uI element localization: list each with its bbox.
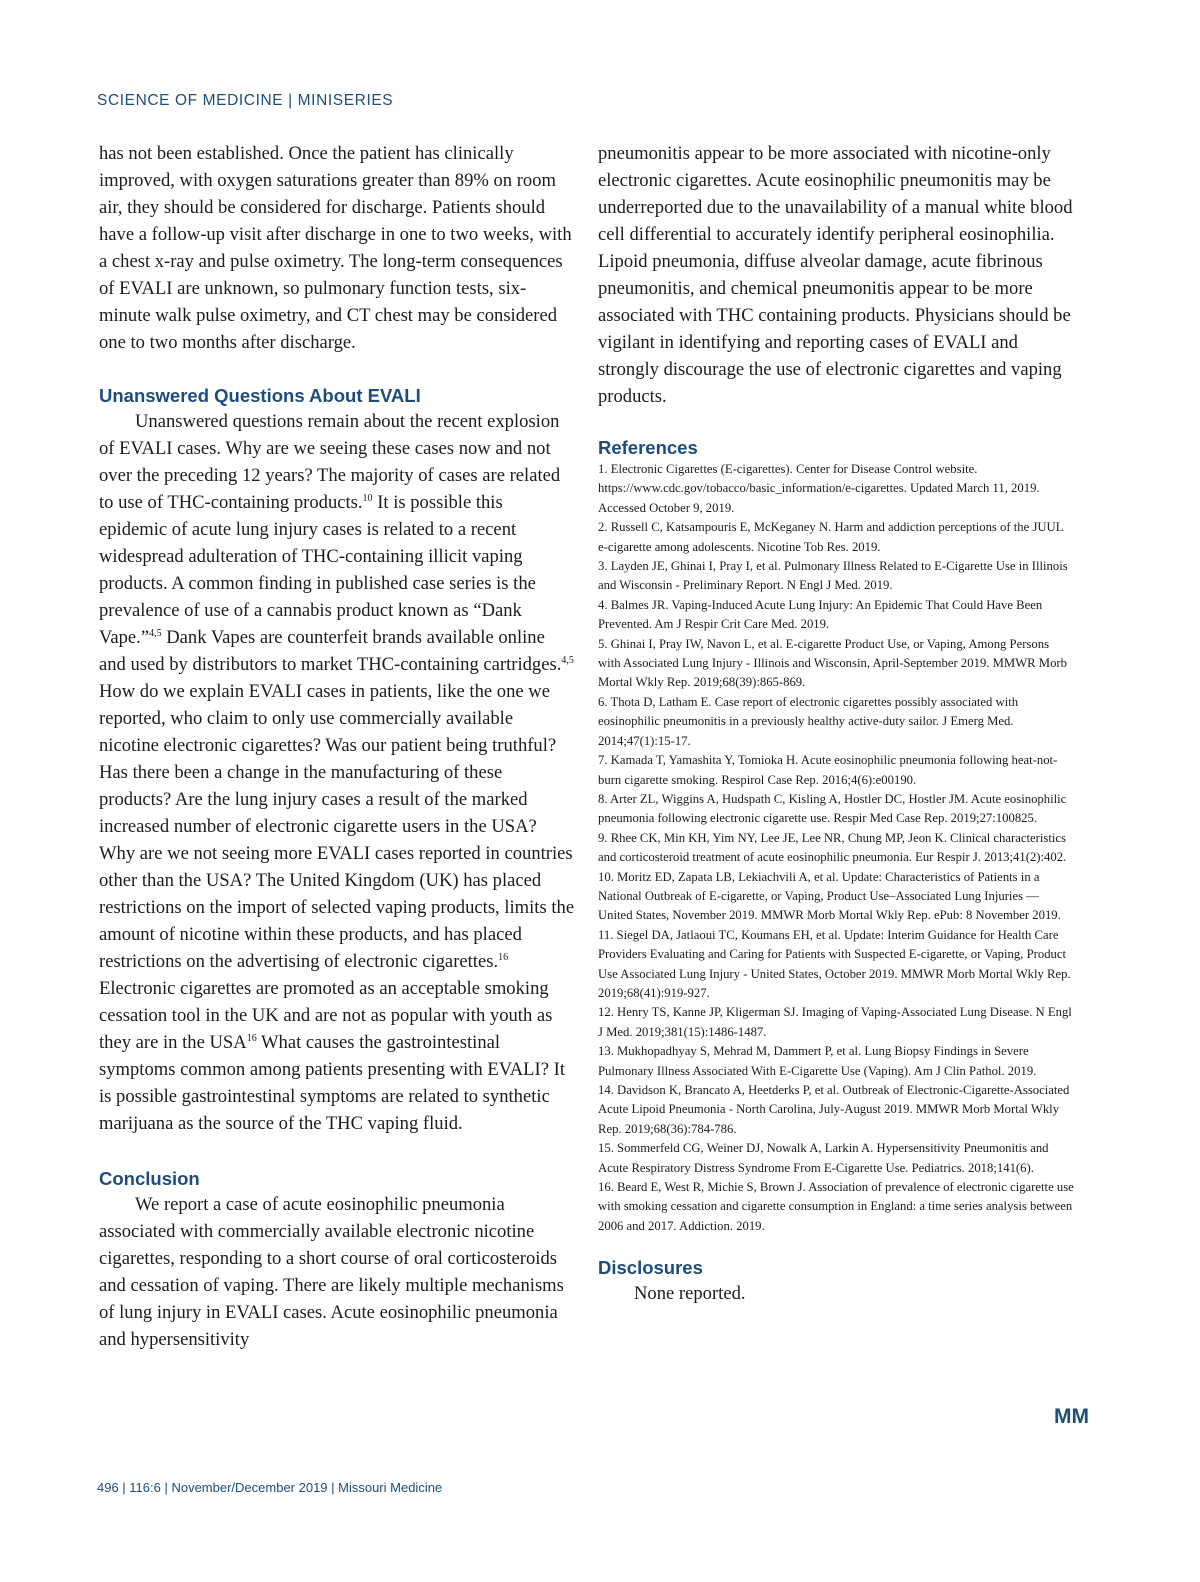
unanswered-questions-heading: Unanswered Questions About EVALI [99,385,421,406]
references-list [598,460,1074,1236]
uq-text-6: What causes the gastrointestinal symptoms common among patients presenting with EVALI? It is possible gastrointestinal symptoms are related to synthetic marijuana as the source of the THC vaping fluid. [99,1032,565,1134]
citation-superscript: 4,5 [149,628,162,639]
reference-item: 14. Davidson K, Brancato A, Heetderks P, et al. Outbreak of Electronic-Cigarette-Associated Acute Lipoid Pneumonia - North Carolina, July-August 2019. MMWR Morb Mortal Wkly Rep. 2019;68(36):784-786. [598,1083,1070,1136]
disclosures-text: None reported. [634,1283,746,1305]
reference-item: 12. Henry TS, Kanne JP, Kligerman SJ. Imaging of Vaping-Associated Lung Disease. N Engl J Med. 2019;381(15):1486-1487. [598,1005,1072,1039]
uq-text-5: Electronic cigarettes are promoted as an acceptable smoking cessation tool in the UK and are not as popular with youth as they are in the USA [99,978,553,1053]
citation-superscript: 10 [362,493,373,504]
reference-item: 4. Balmes JR. Vaping-Induced Acute Lung Injury: An Epidemic That Could Have Been Prevented. Am J Respir Crit Care Med. 2019. [598,597,1043,632]
reference-item: 1. Electronic Cigarettes (E-cigarettes). Center for Disease Control website. https://www.cdc.gov/tobacco/basic_information/e-cigarettes. Updated March 11, 2019. Accessed October 9, 2019. [598,462,1040,515]
discharge-paragraph: has not been established. Once the patient has clinically improved, with oxygen saturations greater than 89% on room air, they should be considered for discharge. Patients should have a follow-up visit after discharge in one to two weeks, with a chest x-ray and pulse oximetry. The long-term consequences of EVALI are unknown, so pulmonary function tests, six-minute walk pulse oximetry, and CT chest may be considered one to two months after discharge. [99,143,572,353]
reference-item: 10. Moritz ED, Zapata LB, Lekiachvili A, et al. Update: Characteristics of Patients in a National Outbreak of E-cigarette, or Vaping, Product Use–Associated Lung Injuries — United States, November 2019. MMWR Morb Mortal Wkly Rep. ePub: 8 November 2019. [598,869,1061,923]
reference-item: 11. Siegel DA, Jatlaoui TC, Koumans EH, et al. Update: Interim Guidance for Health Care Providers Evaluating and Caring for Patients with Suspected E-cigarette, or Vaping, Product Use Associated Lung Injury - United States, October 2019. MMWR Morb Mortal Wkly Rep. 2019;68(41):919-927. [598,927,1071,1000]
uq-text-2: It is possible this epidemic of acute lung injury cases is related to a recent widespread adulteration of THC-containing illicit vaping products. A common finding in published case series is the prevalence of use of a cannabis product known as “Dank Vape.” [99,492,536,648]
citation-superscript: 16 [498,952,509,963]
citation-superscript: 4,5 [561,655,574,666]
reference-item: 3. Layden JE, Ghinai I, Pray I, et al. Pulmonary Illness Related to E-Cigarette Use in Illinois and Wisconsin - Preliminary Report. N Engl J Med. 2019. [598,559,1068,593]
uq-text-4: How do we explain EVALI cases in patients, like the one we reported, who claim to only use commercially available nicotine electronic cigarettes? Was our patient being truthful? Has there been a change in the manufacturing of these products? Are the lung injury cases a result of the marked increased number of electronic cigarette users in the USA? Why are we not seeing more EVALI cases reported in countries other than the USA? The United Kingdom (UK) has placed restrictions on the import of selected vaping products, limits the amount of nicotine within these products, and has placed restrictions on the advertising of electronic cigarettes. [99,681,575,972]
unanswered-questions-paragraph [99,408,575,1137]
section-header: SCIENCE OF MEDICINE | MINISERIES [97,92,394,109]
disclosures-heading: Disclosures [598,1257,703,1279]
reference-item: 13. Mukhopadhyay S, Mehrad M, Dammert P, et al. Lung Biopsy Findings in Severe Pulmonary Illness Associated With E-Cigarette Use (Vaping). Am J Clin Pathol. 2019. [598,1044,1037,1078]
reference-item: 2. Russell C, Katsampouris E, McKeganey N. Harm and addiction perceptions of the JUUL e-cigarette among adolescents. Nicotine Tob Res. 2019. [598,520,1063,554]
citation-superscript: 16 [246,1033,257,1044]
right-column [598,140,1074,1307]
uq-text-3: Dank Vapes are counterfeit brands available online and used by distributors to market THC-containing cartridges. [99,627,562,675]
left-column [99,140,575,1353]
reference-item: 7. Kamada T, Yamashita Y, Tomioka H. Acute eosinophilic pneumonia following heat-not-burn cigarette smoking. Respirol Case Rep. 2016;4(6):e00190. [598,753,1058,787]
conclusion-paragraph: We report a case of acute eosinophilic pneumonia associated with commercially available electronic nicotine cigarettes, responding to a short course of oral corticosteroids and cessation of vaping. There are likely multiple mechanisms of lung injury in EVALI cases. Acute eosinophilic pneumonia and hypersensitivity [99,1194,564,1350]
pneumonitis-paragraph: pneumonitis appear to be more associated with nicotine-only electronic cigarettes. Acute eosinophilic pneumonitis may be underreported due to the unavailability of a manual white blood cell differential to accurately identify peripheral eosinophilia. Lipoid pneumonia, diffuse alveolar damage, acute fibrinous pneumonitis, and chemical pneumonitis appear to be more associated with THC containing products. Physicians should be vigilant in identifying and reporting cases of EVALI and strongly discourage the use of electronic cigarettes and vaping products. [598,143,1073,407]
reference-item: 16. Beard E, West R, Michie S, Brown J. Association of prevalence of electronic cigarette use with smoking cessation and cigarette consumption in England: a time series analysis between 2006 and 2017. Addiction. 2019. [598,1180,1074,1233]
reference-item: 5. Ghinai I, Pray IW, Navon L, et al. E-cigarette Product Use, or Vaping, Among Persons with Associated Lung Injury - Illinois and Wisconsin, April-September 2019. MMWR Morb Mortal Wkly Rep. 2019;68(39):865-869. [598,636,1067,690]
page-footer: 496 | 116:6 | November/December 2019 | Missouri Medicine [97,1480,443,1495]
reference-item: 8. Arter ZL, Wiggins A, Hudspath C, Kisling A, Hostler DC, Hostler JM. Acute eosinophilic pneumonia following electronic cigarette use. Respir Med Case Rep. 2019;27:100825. [598,791,1067,826]
reference-item: 9. Rhee CK, Min KH, Yim NY, Lee JE, Lee NR, Chung MP, Jeon K. Clinical characteristics and corticosteroid treatment of acute eosinophilic pneumonia. Eur Respir J. 2013;41(2):402. [598,830,1067,865]
reference-item: 15. Sommerfeld CG, Weiner DJ, Nowalk A, Larkin A. Hypersensitivity Pneumonitis and Acute Respiratory Distress Syndrome From E-Cigarette Use. Pediatrics. 2018;141(6). [598,1141,1049,1175]
reference-item: 6. Thota D, Latham E. Case report of electronic cigarettes possibly associated with eosinophilic pneumonitis in a previously healthy active-duty sailor. J Emerg Med. 2014;47(1):15-17. [598,694,1019,748]
missouri-medicine-logo: MM [1054,1405,1089,1428]
references-heading: References [598,437,698,458]
uq-text-1: Unanswered questions remain about the recent explosion of EVALI cases. Why are we seeing these cases now and not over the preceding 12 years? The majority of cases are related to use of THC-containing products. [99,411,561,513]
conclusion-heading: Conclusion [99,1168,200,1189]
